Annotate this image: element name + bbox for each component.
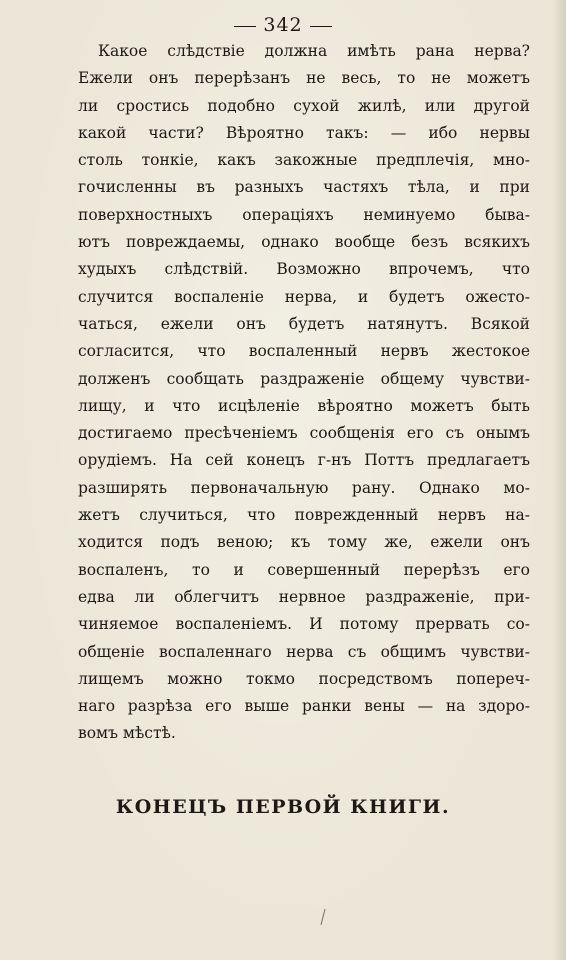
text-line: Какое слѣдствіе должна имѣть рана нерва? — [98, 42, 530, 60]
text-line: наго разрѣза его выше ранки вены — на здоро- — [78, 697, 530, 716]
text-line: орудіемъ. На сей конецъ г-нъ Поттъ предлагаетъ — [78, 451, 530, 470]
text-line: ходится подъ веною; къ тому же, ежели онъ — [78, 533, 530, 552]
text-line: едва ли облегчитъ нервное раздраженіе, при- — [78, 587, 530, 606]
text-line: Ежели онъ перерѣзанъ не весь, то не можетъ — [78, 69, 530, 88]
text-line: общеніе воспаленнаго нерва съ общимъ чувстви- — [78, 642, 530, 661]
page-number-header — [0, 14, 566, 36]
text-line: столь тонкіе, какъ закожные предплечія, мно- — [78, 151, 530, 170]
chapter-end-heading: КОНЕЦЪ ПЕРВОЙ КНИГИ. — [115, 796, 451, 818]
text-line: долженъ сообщать раздраженіе общему чувстви- — [78, 369, 530, 388]
text-line: воспаленъ, то и совершенный перерѣзъ его — [78, 560, 530, 579]
text-line: лищу, и что исцѣленіе вѣроятно можетъ быть — [78, 396, 530, 415]
text-line: худыхъ слѣдствій. Возможно впрочемъ, что — [78, 260, 530, 279]
text-line: поверхностныхъ операціяхъ неминуемо быва- — [78, 205, 530, 224]
text-line: лищемъ можно токмо посредствомъ попереч- — [78, 669, 530, 688]
ink-mark — [318, 908, 328, 926]
page-edge-shadow — [552, 0, 566, 960]
page-number: 342 — [263, 14, 303, 36]
text-line: чиняемое воспаленіемъ. И потому прервать со- — [78, 615, 530, 634]
body-text — [78, 38, 530, 748]
text-line: вомъ мѣстѣ. — [78, 724, 176, 743]
text-line: жетъ случиться, что поврежденный нервъ на- — [78, 506, 530, 525]
text-line: какой части? Вѣроятно такъ: — ибо нервы — [78, 123, 530, 142]
text-line: разширять первоначальную рану. Однако мо- — [78, 478, 530, 497]
text-line: достигаемо пресѣченіемъ сообщенія его съ онымъ — [78, 424, 530, 443]
text-line: случится воспаленіе нерва, и будетъ ожесто- — [78, 287, 530, 306]
text-line: ли сростись подобно сухой жилѣ, или другой — [78, 96, 530, 115]
right-dash — [310, 26, 332, 27]
text-line: ютъ повреждаемы, однако вообще безъ всякихъ — [78, 233, 530, 252]
text-line: чаться, ежели онъ будетъ натянутъ. Всякой — [78, 314, 530, 333]
left-dash — [234, 26, 256, 27]
text-line: согласится, что воспаленный нервъ жестокое — [78, 342, 530, 361]
text-line: гочисленны въ разныхъ частяхъ тѣла, и при — [78, 178, 530, 197]
